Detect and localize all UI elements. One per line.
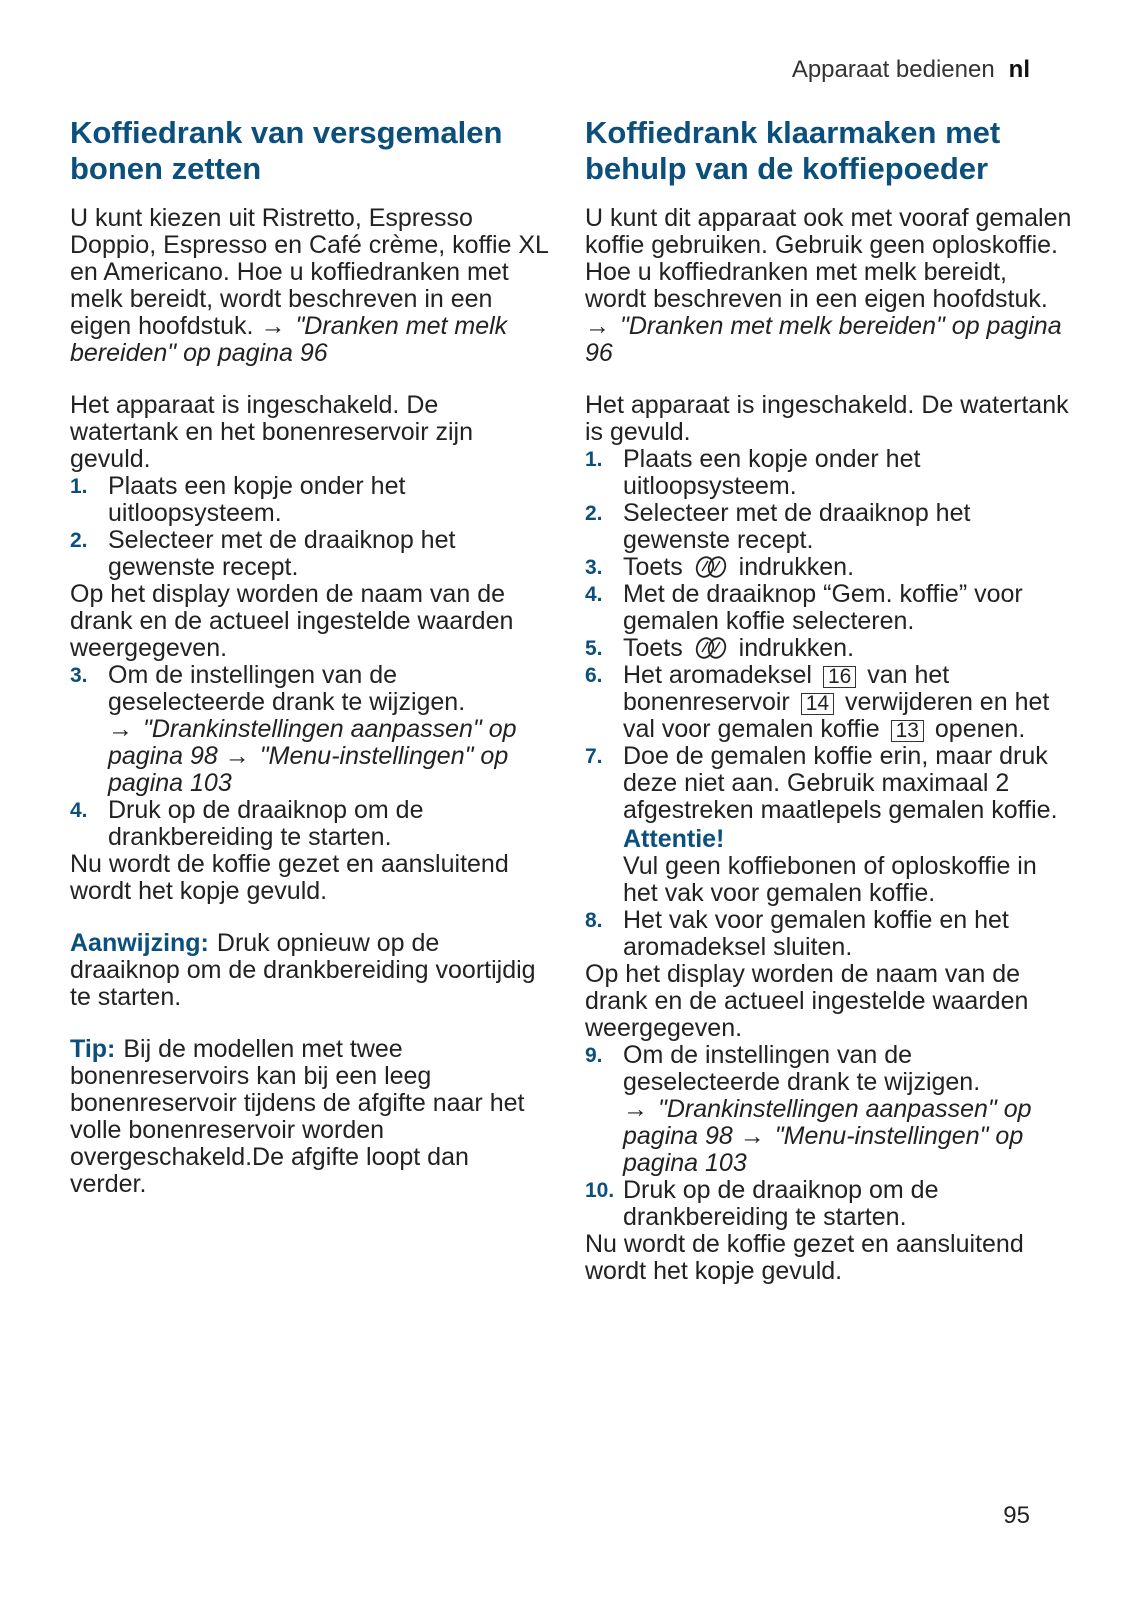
cross-reference[interactable]: → "Drankinstellingen aanpassen" op pagina 98	[623, 1095, 1032, 1150]
page-number: 95	[1003, 1502, 1030, 1529]
precondition: Het apparaat is ingeschakeld. De watertank is gevuld.	[585, 391, 1069, 446]
step-item: 2. Selecteer met de draaiknop het gewenste recept.	[585, 499, 971, 554]
note-paragraph: Aanwijzing: Druk opnieuw op de draaiknop om de drankbereiding voortijdig te starten.	[70, 929, 536, 1011]
tip-paragraph: Tip: Bij de modellen met twee bonenreservoirs kan bij een leeg bonenreservoir tijdens de afgifte naar het volle bonenreservoir worden overgeschakeld.De afgifte loopt dan verder.	[70, 1035, 525, 1198]
result-text: Op het display worden de naam van de drank en de actueel ingestelde waarden weergegeven.	[70, 580, 514, 662]
note-label: Aanwijzing:	[70, 929, 209, 957]
step-item: 4. Met de draaiknop “Gem. koffie” voor gemalen koffie selecteren.	[585, 580, 1023, 635]
section-title: Apparaat bedienen	[791, 56, 995, 83]
arrow-right-icon: →	[739, 1122, 765, 1150]
intro-paragraph: U kunt kiezen uit Ristretto, Espresso Doppio, Espresso en Café crème, koffie XL en Americano. Hoe u koffiedranken met melk bereidt, wordt beschreven in een eigen hoofdstuk. → "Dranken met melk bereiden" op pagina 96	[70, 204, 549, 367]
step-item: 3. Toets indrukken.	[585, 553, 855, 581]
result-text: Nu wordt de koffie gezet en aansluitend wordt het kopje gevuld.	[585, 1230, 1024, 1285]
steps-list	[585, 446, 1075, 961]
step-item: 8. Het vak voor gemalen koffie en het aromadeksel sluiten.	[585, 906, 1009, 961]
section-heading-ground-coffee: Koffiedrank klaarmaken met behulp van de koffiepoeder	[585, 115, 1001, 186]
cross-reference[interactable]: → "Dranken met melk bereiden" op pagina 96	[70, 312, 508, 367]
running-header	[792, 56, 1030, 83]
tip-label: Tip:	[70, 1035, 116, 1063]
step-item: 9. Om de instellingen van de geselecteerde drank te wijzigen. → "Drankinstellingen aanpassen" op pagina 98 → "Menu-instellingen" op pagina 103	[585, 1041, 1032, 1177]
left-column	[70, 115, 550, 1198]
step-item: 7. Doe de gemalen koffie erin, maar druk deze niet aan. Gebruik maximaal 2 afgestreken maatlepels gemalen koffie. Attentie! Vul geen koffiebonen of oploskoffie in het vak voor gemalen koffie.	[585, 743, 1075, 907]
step-item: 3. Om de instellingen van de geselecteerde drank te wijzigen. → "Drankinstellingen aanpassen" op pagina 98 → "Menu-instellingen" op pagina 103	[70, 661, 517, 797]
section-heading-fresh-beans: Koffiedrank van versgemalen bonen zetten	[70, 115, 503, 186]
step-item: 4. Druk op de draaiknop om de drankbereiding te starten.	[70, 796, 424, 851]
right-column	[585, 115, 1075, 1285]
cross-reference[interactable]: → "Menu-instellingen" op pagina 103	[623, 1122, 1024, 1177]
attention-heading: Attentie!	[623, 825, 725, 853]
steps-list	[585, 1042, 1075, 1231]
part-number-badge: 14	[801, 693, 834, 715]
cross-reference[interactable]: → "Drankinstellingen aanpassen" op pagina 98	[108, 715, 517, 770]
cross-reference[interactable]: → "Menu-instellingen" op pagina 103	[108, 742, 509, 797]
step-item: 1. Plaats een kopje onder het uitloopsysteem.	[585, 445, 921, 500]
arrow-right-icon: →	[623, 1095, 648, 1123]
coffee-cups-icon	[694, 636, 728, 660]
language-code: nl	[1008, 56, 1030, 83]
part-number-badge: 16	[823, 666, 856, 688]
steps-list	[70, 473, 550, 581]
arrow-right-icon: →	[108, 715, 133, 743]
part-number-badge: 13	[891, 720, 924, 742]
precondition: Het apparaat is ingeschakeld. De watertank en het bonenreservoir zijn gevuld.	[70, 391, 474, 473]
arrow-right-icon: →	[260, 312, 286, 340]
step-item: 6. Het aromadeksel 16 van het bonenreservoir 14 verwijderen en het val voor gemalen koffie 13 openen.	[585, 661, 1050, 743]
step-item: 1. Plaats een kopje onder het uitloopsysteem.	[70, 472, 406, 527]
attention-text: Vul geen koffiebonen of oploskoffie in het vak voor gemalen koffie.	[623, 852, 1037, 907]
arrow-right-icon: →	[224, 742, 250, 770]
step-item: 2. Selecteer met de draaiknop het gewenste recept.	[70, 526, 456, 581]
step-item: 5. Toets indrukken.	[585, 634, 855, 662]
step-item: 10. Druk op de draaiknop om de drankbereiding te starten.	[585, 1176, 939, 1231]
result-text: Op het display worden de naam van de drank en de actueel ingestelde waarden weergegeven.	[585, 960, 1029, 1042]
steps-list	[70, 662, 550, 851]
arrow-right-icon: →	[585, 312, 610, 340]
cross-reference[interactable]: → "Dranken met melk bereiden" op pagina 96	[585, 312, 1062, 367]
intro-paragraph: U kunt dit apparaat ook met vooraf gemalen koffie gebruiken. Gebruik geen oploskoffie. Hoe u koffiedranken met melk bereidt, wordt beschreven in een eigen hoofdstuk. → "Dranken met melk bereiden" op pagina 96	[585, 204, 1072, 367]
result-text: Nu wordt de koffie gezet en aansluitend wordt het kopje gevuld.	[70, 850, 509, 905]
coffee-cups-icon	[694, 555, 728, 579]
